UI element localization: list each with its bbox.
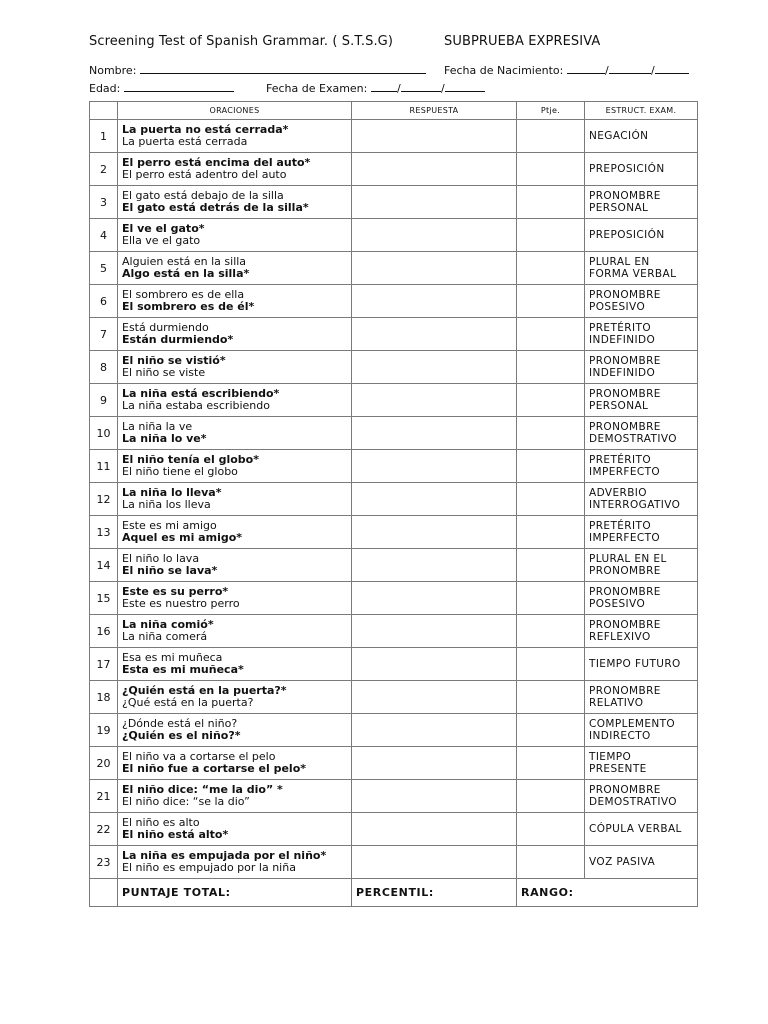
respuesta-cell[interactable]: [352, 549, 517, 582]
structure-line-2: INTERROGATIVO: [589, 499, 681, 511]
structure-cell: [585, 582, 698, 615]
subtest-title: SUBPRUEBA EXPRESIVA: [444, 34, 601, 49]
structure-cell: [585, 483, 698, 516]
structure-line-2: DEMOSTRATIVO: [589, 433, 677, 445]
respuesta-cell[interactable]: [352, 285, 517, 318]
table-row: [90, 186, 698, 219]
structure-cell: [585, 318, 698, 351]
sentence-option-2: La niña lo ve*: [122, 433, 207, 445]
puntaje-cell[interactable]: [517, 186, 585, 219]
row-number: 14: [90, 549, 118, 582]
puntaje-cell[interactable]: [517, 846, 585, 879]
sentence-pair-cell: [118, 384, 352, 417]
respuesta-cell[interactable]: [352, 813, 517, 846]
sentence-pair-cell: [118, 417, 352, 450]
puntaje-cell[interactable]: [517, 681, 585, 714]
header-puntaje: Ptje.: [517, 102, 585, 120]
nombre-label: Nombre:: [89, 64, 137, 77]
nombre-row: [89, 63, 426, 77]
sentence-pair-cell: [118, 285, 352, 318]
structure-cell: [585, 714, 698, 747]
structure-cell: [585, 549, 698, 582]
sentence-option-1: El niño se vistió*: [122, 354, 226, 367]
respuesta-cell[interactable]: [352, 483, 517, 516]
structure-line-1: PREPOSICIÓN: [589, 162, 665, 175]
sentence-pair-cell: [118, 648, 352, 681]
sentence-option-2: La niña los lleva: [122, 499, 211, 511]
structure-cell: [585, 285, 698, 318]
table-row: [90, 384, 698, 417]
table-row: [90, 516, 698, 549]
sentence-pair-cell: [118, 747, 352, 780]
table-row: [90, 219, 698, 252]
respuesta-cell[interactable]: [352, 846, 517, 879]
puntaje-cell[interactable]: [517, 714, 585, 747]
respuesta-cell[interactable]: [352, 648, 517, 681]
sentence-option-1: La niña está escribiendo*: [122, 387, 280, 400]
table-row: [90, 648, 698, 681]
respuesta-cell[interactable]: [352, 384, 517, 417]
puntaje-cell[interactable]: [517, 351, 585, 384]
table-row: [90, 351, 698, 384]
sentence-pair-cell: [118, 615, 352, 648]
table-row: [90, 450, 698, 483]
sentence-option-2: El niño se lava*: [122, 565, 218, 577]
sentence-option-2: El niño fue a cortarse el pelo*: [122, 763, 307, 775]
sentence-option-2: El gato está detrás de la silla*: [122, 202, 309, 214]
sentence-pair-cell: [118, 780, 352, 813]
puntaje-cell[interactable]: [517, 120, 585, 153]
sentence-option-2: El niño dice: “se la dio”: [122, 796, 250, 808]
table-row: [90, 417, 698, 450]
structure-line-2: RELATIVO: [589, 697, 644, 709]
puntaje-cell[interactable]: [517, 450, 585, 483]
sentence-option-1: Este es mi amigo: [122, 519, 217, 532]
puntaje-cell[interactable]: [517, 285, 585, 318]
structure-line-2: POSESIVO: [589, 598, 646, 610]
fecha-examen-year-field[interactable]: [445, 81, 485, 92]
table-row: [90, 153, 698, 186]
table-header-row: [90, 102, 698, 120]
puntaje-cell[interactable]: [517, 219, 585, 252]
date-separator: /: [650, 64, 655, 77]
document-title: Screening Test of Spanish Grammar. ( S.T.S.G): [89, 34, 394, 49]
respuesta-cell[interactable]: [352, 219, 517, 252]
respuesta-cell[interactable]: [352, 516, 517, 549]
structure-line-2: PERSONAL: [589, 202, 649, 214]
structure-line-1: PREPOSICIÓN: [589, 228, 665, 241]
sentence-pair-cell: [118, 186, 352, 219]
fecha-nacimiento-year-field[interactable]: [655, 63, 689, 74]
structure-line-1: PRONOMBRE: [589, 189, 661, 202]
structure-cell: [585, 747, 698, 780]
sentence-option-1: El niño es alto: [122, 816, 200, 829]
table-row: [90, 549, 698, 582]
row-number: 1: [90, 120, 118, 153]
sentence-pair-cell: [118, 483, 352, 516]
sentence-pair-cell: [118, 846, 352, 879]
structure-line-1: PRETÉRITO: [589, 519, 651, 532]
sentence-option-2: ¿Qué está en la puerta?: [122, 697, 254, 709]
sentence-option-1: Esa es mi muñeca: [122, 651, 223, 664]
structure-line-1: PRONOMBRE: [589, 684, 661, 697]
row-number: 22: [90, 813, 118, 846]
structure-line-2: INDIRECTO: [589, 730, 651, 742]
sentence-option-1: ¿Dónde está el niño?: [122, 717, 238, 730]
date-separator: /: [604, 64, 609, 77]
sentence-option-2: El niño es empujado por la niña: [122, 862, 296, 874]
sentence-pair-cell: [118, 351, 352, 384]
sentence-pair-cell: [118, 252, 352, 285]
structure-cell: [585, 813, 698, 846]
sentence-option-2: Algo está en la silla*: [122, 268, 250, 280]
row-number: 23: [90, 846, 118, 879]
puntaje-cell[interactable]: [517, 384, 585, 417]
sentence-option-1: La puerta no está cerrada*: [122, 123, 289, 136]
table-row: [90, 285, 698, 318]
respuesta-cell[interactable]: [352, 714, 517, 747]
sentence-option-1: El ve el gato*: [122, 222, 205, 235]
table-row: [90, 714, 698, 747]
sentence-pair-cell: [118, 813, 352, 846]
percentil-label: PERCENTIL:: [352, 879, 517, 907]
fecha-nacimiento-label: Fecha de Nacimiento:: [444, 64, 564, 77]
puntaje-cell[interactable]: [517, 153, 585, 186]
edad-label: Edad:: [89, 82, 121, 95]
sentence-option-1: La niña es empujada por el niño*: [122, 849, 327, 862]
structure-cell: [585, 780, 698, 813]
header-number: [90, 102, 118, 120]
structure-cell: [585, 351, 698, 384]
row-number: 20: [90, 747, 118, 780]
edad-field[interactable]: [124, 81, 234, 92]
row-number: 18: [90, 681, 118, 714]
puntaje-cell[interactable]: [517, 318, 585, 351]
table-row: [90, 813, 698, 846]
structure-cell: [585, 450, 698, 483]
sentence-option-1: La niña lo lleva*: [122, 486, 222, 499]
respuesta-cell[interactable]: [352, 417, 517, 450]
sentence-option-1: El niño tenía el globo*: [122, 453, 259, 466]
table-row: [90, 846, 698, 879]
sentence-pair-cell: [118, 681, 352, 714]
header-estructura: ESTRUCT. EXAM.: [585, 102, 698, 120]
puntaje-cell[interactable]: [517, 483, 585, 516]
structure-cell: [585, 252, 698, 285]
puntaje-cell[interactable]: [517, 648, 585, 681]
structure-line-2: IMPERFECTO: [589, 532, 661, 544]
sentence-pair-cell: [118, 318, 352, 351]
structure-line-2: PRONOMBRE: [589, 565, 661, 577]
table-row: [90, 318, 698, 351]
table-row: [90, 120, 698, 153]
edad-row: [89, 81, 234, 95]
row-number: 17: [90, 648, 118, 681]
structure-line-2: POSESIVO: [589, 301, 646, 313]
structure-line-2: REFLEXIVO: [589, 631, 651, 643]
structure-cell: [585, 120, 698, 153]
structure-line-1: PRONOMBRE: [589, 585, 661, 598]
structure-cell: [585, 846, 698, 879]
structure-line-1: COMPLEMENTO: [589, 717, 676, 730]
respuesta-cell[interactable]: [352, 615, 517, 648]
sentence-option-2: La niña comerá: [122, 631, 208, 643]
fecha-examen-day-field[interactable]: [371, 81, 397, 92]
structure-cell: [585, 681, 698, 714]
structure-cell: [585, 384, 698, 417]
sentence-option-1: El sombrero es de ella: [122, 288, 245, 301]
structure-cell: [585, 516, 698, 549]
row-number: 10: [90, 417, 118, 450]
sentence-pair-cell: [118, 450, 352, 483]
rango-label: RANGO:: [517, 879, 698, 907]
screening-table: [89, 101, 698, 907]
structure-line-1: PRONOMBRE: [589, 783, 661, 796]
row-number: 8: [90, 351, 118, 384]
sentence-option-1: El gato está debajo de la silla: [122, 189, 284, 202]
sentence-pair-cell: [118, 516, 352, 549]
sentence-option-1: ¿Quién está en la puerta?*: [122, 684, 287, 697]
structure-cell: [585, 153, 698, 186]
sentence-option-1: La niña la ve: [122, 420, 193, 433]
row-number: 15: [90, 582, 118, 615]
total-row: [90, 879, 698, 907]
structure-line-1: PLURAL EN: [589, 255, 650, 268]
structure-line-1: NEGACIÓN: [589, 129, 649, 142]
sentence-option-2: Aquel es mi amigo*: [122, 532, 243, 544]
structure-line-1: PRONOMBRE: [589, 420, 661, 433]
fecha-nacimiento-day-field[interactable]: [567, 63, 605, 74]
puntaje-cell[interactable]: [517, 252, 585, 285]
row-number: 2: [90, 153, 118, 186]
row-number: 4: [90, 219, 118, 252]
structure-line-2: INDEFINIDO: [589, 367, 656, 379]
structure-line-1: PRONOMBRE: [589, 354, 661, 367]
structure-line-1: TIEMPO: [589, 750, 632, 763]
respuesta-cell[interactable]: [352, 351, 517, 384]
structure-cell: [585, 615, 698, 648]
sentence-pair-cell: [118, 582, 352, 615]
sentence-pair-cell: [118, 153, 352, 186]
nombre-field[interactable]: [140, 63, 426, 74]
sentence-option-1: La niña comió*: [122, 618, 214, 631]
table-row: [90, 780, 698, 813]
sentence-option-2: ¿Quién es el niño?*: [122, 730, 241, 742]
structure-cell: [585, 648, 698, 681]
puntaje-cell[interactable]: [517, 747, 585, 780]
sentence-option-2: Están durmiendo*: [122, 334, 234, 346]
structure-line-2: PRESENTE: [589, 763, 647, 775]
structure-cell: [585, 219, 698, 252]
row-number: 12: [90, 483, 118, 516]
sentence-option-2: El niño se viste: [122, 367, 206, 379]
sentence-option-2: El sombrero es de él*: [122, 301, 255, 313]
sentence-option-2: Esta es mi muñeca*: [122, 664, 244, 676]
respuesta-cell[interactable]: [352, 747, 517, 780]
puntaje-cell[interactable]: [517, 813, 585, 846]
structure-line-1: ADVERBIO: [589, 486, 647, 499]
structure-cell: [585, 417, 698, 450]
puntaje-cell[interactable]: [517, 549, 585, 582]
row-number: 13: [90, 516, 118, 549]
sentence-pair-cell: [118, 549, 352, 582]
sentence-option-2: La puerta está cerrada: [122, 136, 248, 148]
sentence-option-2: El perro está adentro del auto: [122, 169, 287, 181]
header-respuesta: RESPUESTA: [352, 102, 517, 120]
respuesta-cell[interactable]: [352, 153, 517, 186]
fecha-examen-label: Fecha de Examen:: [266, 82, 368, 95]
respuesta-cell[interactable]: [352, 780, 517, 813]
sentence-pair-cell: [118, 714, 352, 747]
fecha-nacimiento-month-field[interactable]: [609, 63, 651, 74]
puntaje-cell[interactable]: [517, 582, 585, 615]
date-separator: /: [441, 82, 445, 95]
structure-line-1: PRETÉRITO: [589, 321, 651, 334]
respuesta-cell[interactable]: [352, 318, 517, 351]
row-number: 11: [90, 450, 118, 483]
fecha-examen-month-field[interactable]: [401, 81, 441, 92]
sentence-option-1: El niño lo lava: [122, 552, 200, 565]
puntaje-cell[interactable]: [517, 516, 585, 549]
sentence-option-1: El niño dice: “me la dio” *: [122, 783, 283, 796]
sentence-option-2: Ella ve el gato: [122, 235, 201, 247]
sentence-option-1: El niño va a cortarse el pelo: [122, 750, 276, 763]
structure-line-1: PRONOMBRE: [589, 288, 661, 301]
puntaje-cell[interactable]: [517, 615, 585, 648]
date-separator: /: [397, 82, 401, 95]
sentence-option-1: Está durmiendo: [122, 321, 209, 334]
table-row: [90, 483, 698, 516]
table-row: [90, 582, 698, 615]
structure-line-2: INDEFINIDO: [589, 334, 656, 346]
respuesta-cell[interactable]: [352, 681, 517, 714]
table-row: [90, 681, 698, 714]
row-number: 3: [90, 186, 118, 219]
structure-line-1: VOZ PASIVA: [589, 855, 656, 868]
header-oraciones: ORACIONES: [118, 102, 352, 120]
sentence-option-2: Este es nuestro perro: [122, 598, 240, 610]
sentence-pair-cell: [118, 120, 352, 153]
structure-line-1: PLURAL EN EL: [589, 552, 667, 565]
structure-line-2: FORMA VERBAL: [589, 268, 677, 280]
row-number: 5: [90, 252, 118, 285]
sentence-option-2: La niña estaba escribiendo: [122, 400, 270, 412]
structure-line-1: PRONOMBRE: [589, 618, 661, 631]
structure-line-2: IMPERFECTO: [589, 466, 661, 478]
sentence-option-2: El niño está alto*: [122, 829, 229, 841]
sentence-option-1: El perro está encima del auto*: [122, 156, 311, 169]
sentence-option-1: Este es su perro*: [122, 585, 229, 598]
structure-line-2: DEMOSTRATIVO: [589, 796, 677, 808]
puntaje-cell[interactable]: [517, 417, 585, 450]
row-number: 7: [90, 318, 118, 351]
row-number: 9: [90, 384, 118, 417]
respuesta-cell[interactable]: [352, 120, 517, 153]
total-row-number-cell: [90, 879, 118, 907]
structure-cell: [585, 186, 698, 219]
sentence-option-2: El niño tiene el globo: [122, 466, 238, 478]
table-row: [90, 615, 698, 648]
row-number: 21: [90, 780, 118, 813]
respuesta-cell[interactable]: [352, 186, 517, 219]
puntaje-total-label: PUNTAJE TOTAL:: [118, 879, 352, 907]
structure-line-1: TIEMPO FUTURO: [589, 657, 681, 670]
respuesta-cell[interactable]: [352, 582, 517, 615]
sentence-pair-cell: [118, 219, 352, 252]
sentence-option-1: Alguien está en la silla: [122, 255, 247, 268]
structure-line-1: PRETÉRITO: [589, 453, 651, 466]
row-number: 16: [90, 615, 118, 648]
table-row: [90, 252, 698, 285]
structure-line-1: PRONOMBRE: [589, 387, 661, 400]
structure-line-1: CÓPULA VERBAL: [589, 822, 682, 835]
fecha-examen-row: [266, 81, 485, 95]
fecha-nacimiento-row: [444, 63, 689, 77]
structure-line-2: PERSONAL: [589, 400, 649, 412]
table-row: [90, 747, 698, 780]
respuesta-cell[interactable]: [352, 252, 517, 285]
row-number: 19: [90, 714, 118, 747]
respuesta-cell[interactable]: [352, 450, 517, 483]
puntaje-cell[interactable]: [517, 780, 585, 813]
row-number: 6: [90, 285, 118, 318]
